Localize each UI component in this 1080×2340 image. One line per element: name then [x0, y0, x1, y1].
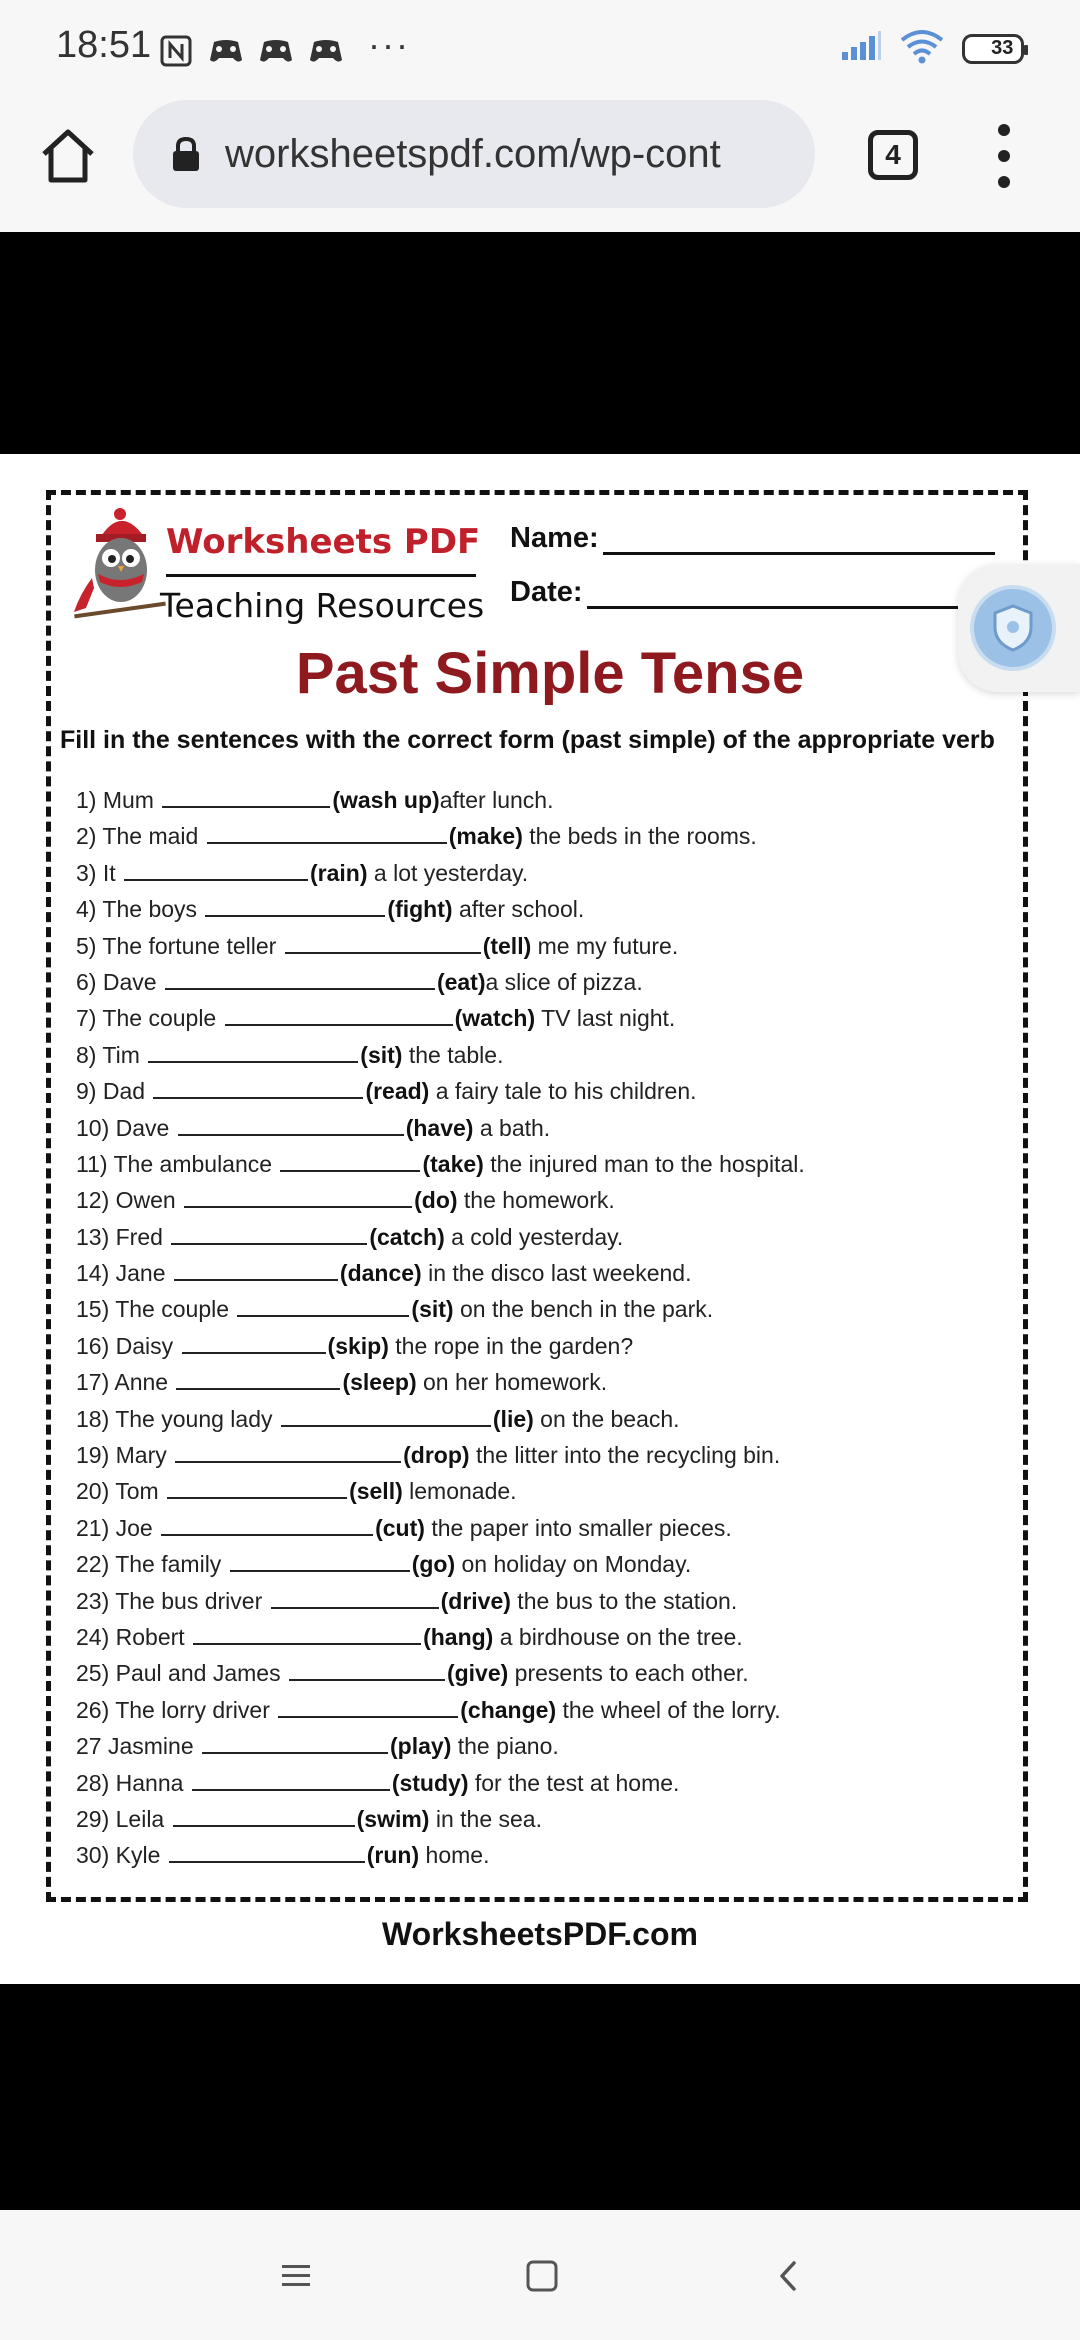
answer-blank	[174, 1261, 338, 1281]
answer-blank	[153, 1079, 363, 1099]
answer-blank	[178, 1116, 404, 1136]
question-subject: 1) Mum	[76, 787, 161, 813]
question-verb: (sit)	[411, 1296, 454, 1323]
question-item	[76, 1619, 1016, 1655]
question-item	[76, 1110, 1016, 1146]
name-label: Name:	[510, 522, 599, 554]
answer-blank	[176, 1370, 340, 1390]
question-subject: 10) Dave	[76, 1114, 176, 1141]
answer-blank	[230, 1552, 410, 1572]
answer-blank	[175, 1443, 401, 1463]
status-time: 18:51	[56, 24, 152, 66]
question-item	[76, 1765, 1016, 1801]
question-subject: 14) Jane	[76, 1260, 172, 1287]
floating-shield-widget[interactable]	[958, 564, 1080, 692]
worksheets-pdf-logo	[70, 508, 490, 658]
name-field	[510, 522, 995, 555]
question-subject: 5) The fortune teller	[76, 932, 283, 959]
question-verb: (swim)	[356, 1805, 430, 1832]
battery-level: 33	[991, 37, 1014, 59]
question-rest: a lot yesterday.	[367, 859, 529, 886]
question-item	[76, 818, 1016, 854]
question-item	[76, 1801, 1016, 1837]
answer-blank	[169, 1843, 365, 1863]
game-controller-icon	[308, 33, 344, 69]
question-subject: 12) Owen	[76, 1187, 183, 1214]
question-verb: (sit)	[360, 1041, 403, 1068]
answer-blank	[192, 1771, 390, 1791]
question-verb: (lie)	[492, 1405, 534, 1432]
answer-blank	[225, 1006, 453, 1026]
status-system-icons	[840, 28, 1024, 69]
question-item	[76, 1510, 1016, 1546]
question-verb: (skip)	[327, 1332, 389, 1359]
question-item	[76, 1473, 1016, 1509]
question-subject: 6) Dave	[76, 968, 163, 995]
question-rest: lemonade.	[402, 1478, 517, 1505]
question-verb: (do)	[414, 1187, 458, 1214]
owl-mascot-icon	[70, 508, 170, 638]
question-subject: 3) It	[76, 859, 123, 886]
logo-subtitle: Teaching Resources	[160, 586, 485, 625]
question-rest: a slice of pizza.	[485, 968, 643, 995]
wifi-icon	[900, 28, 944, 69]
question-item	[76, 1073, 1016, 1109]
question-item	[76, 1401, 1016, 1437]
letterbox-top	[0, 232, 1080, 454]
question-item	[76, 1655, 1016, 1691]
question-item	[76, 1692, 1016, 1728]
shield-icon	[970, 585, 1056, 671]
nfc-icon	[158, 33, 194, 69]
question-item	[76, 928, 1016, 964]
question-verb: (read)	[365, 1078, 430, 1105]
question-rest: me my future.	[531, 932, 679, 959]
answer-blank	[161, 1516, 373, 1536]
answer-blank	[193, 1625, 421, 1645]
answer-blank	[165, 970, 435, 990]
back-icon[interactable]	[758, 2246, 818, 2306]
question-item	[76, 1364, 1016, 1400]
signal-icon	[840, 30, 882, 67]
question-item	[76, 891, 1016, 927]
question-item	[76, 782, 1016, 818]
answer-blank	[167, 1479, 347, 1499]
lock-icon	[171, 136, 201, 172]
answer-blank	[162, 788, 330, 808]
answer-blank	[237, 1297, 409, 1317]
tab-count: 4	[885, 139, 901, 170]
question-item	[76, 1437, 1016, 1473]
question-subject: 19) Mary	[76, 1442, 174, 1469]
logo-divider	[166, 574, 476, 577]
answer-blank	[281, 1407, 491, 1427]
name-line	[603, 527, 995, 555]
question-verb: (wash up)	[332, 787, 440, 813]
question-rest: the table.	[402, 1041, 504, 1068]
question-verb: (rain)	[310, 859, 368, 886]
question-verb: (sleep)	[342, 1369, 417, 1396]
question-subject: 15) The couple	[76, 1296, 236, 1323]
answer-blank	[148, 1043, 358, 1063]
question-subject: 27 Jasmine	[76, 1733, 201, 1760]
question-verb: (fight)	[387, 896, 453, 923]
question-subject: 17) Anne	[76, 1369, 175, 1396]
question-rest: on holiday on Monday.	[455, 1551, 692, 1578]
question-subject: 7) The couple	[76, 1005, 223, 1032]
home-icon	[36, 124, 100, 188]
question-subject: 9) Dad	[76, 1078, 152, 1105]
question-verb: (sell)	[349, 1478, 403, 1505]
question-verb: (eat)	[436, 968, 486, 995]
battery-icon	[962, 34, 1024, 64]
question-item	[76, 1837, 1016, 1873]
question-verb: (study)	[391, 1769, 469, 1796]
answer-blank	[278, 1698, 458, 1718]
question-item	[76, 1146, 1016, 1182]
question-item	[76, 1037, 1016, 1073]
url-text: worksheetspdf.com/wp-cont	[225, 131, 721, 176]
answer-blank	[124, 861, 308, 881]
home-button[interactable]	[36, 124, 100, 188]
answer-blank	[289, 1661, 445, 1681]
question-subject: 29) Leila	[76, 1805, 171, 1832]
question-subject: 22) The family	[76, 1551, 228, 1578]
question-item	[76, 1546, 1016, 1582]
question-verb: (cut)	[375, 1514, 425, 1541]
question-rest: a birdhouse on the tree.	[493, 1623, 743, 1650]
answer-blank	[205, 897, 385, 917]
home-square-icon[interactable]	[512, 2246, 572, 2306]
question-rest: the litter into the recycling bin.	[469, 1442, 781, 1469]
question-rest: on her homework.	[416, 1369, 608, 1396]
answer-blank	[182, 1334, 326, 1354]
question-subject: 2) The maid	[76, 823, 205, 850]
answer-blank	[207, 824, 447, 844]
question-rest: the bus to the station.	[510, 1587, 738, 1614]
date-line	[587, 581, 967, 609]
question-subject: 24) Robert	[76, 1623, 192, 1650]
question-verb: (catch)	[369, 1223, 445, 1250]
question-verb: (hang)	[423, 1623, 494, 1650]
question-verb: (go)	[411, 1551, 456, 1578]
question-subject: 30) Kyle	[76, 1842, 167, 1869]
question-item	[76, 964, 1016, 1000]
question-verb: (drive)	[440, 1587, 511, 1614]
question-item	[76, 1000, 1016, 1036]
question-verb: (have)	[405, 1114, 474, 1141]
game-controller-icon	[208, 33, 244, 69]
worksheet-title: Past Simple Tense	[295, 641, 805, 706]
question-rest: on the bench in the park.	[453, 1296, 714, 1323]
question-rest: on the beach.	[533, 1405, 680, 1432]
logo-title: Worksheets PDF	[166, 522, 481, 562]
question-rest: the wheel of the lorry.	[556, 1696, 781, 1723]
question-subject: 8) Tim	[76, 1041, 147, 1068]
recents-icon[interactable]	[266, 2246, 326, 2306]
answer-blank	[173, 1807, 355, 1827]
question-verb: (take)	[422, 1150, 484, 1177]
question-subject: 18) The young lady	[76, 1405, 279, 1432]
worksheet-instructions: Fill in the sentences with the correct form (past simple) of the appropriate verb	[60, 726, 995, 754]
question-subject: 23) The bus driver	[76, 1587, 269, 1614]
question-verb: (tell)	[482, 932, 532, 959]
status-notification-icons	[158, 24, 410, 72]
question-verb: (play)	[390, 1733, 452, 1760]
question-item	[76, 1182, 1016, 1218]
browser-toolbar	[0, 96, 1080, 232]
more-notifications-indicator: ···	[368, 24, 410, 65]
date-label: Date:	[510, 576, 583, 608]
address-bar[interactable]	[133, 100, 815, 208]
question-rest: in the sea.	[429, 1805, 542, 1832]
question-item	[76, 1255, 1016, 1291]
letterbox-bottom	[0, 1984, 1080, 2210]
date-field	[510, 576, 967, 609]
question-rest: TV last night.	[535, 1005, 676, 1032]
question-item	[76, 1328, 1016, 1364]
more-vertical-icon[interactable]	[992, 124, 1016, 188]
question-rest: in the disco last weekend.	[421, 1260, 692, 1287]
question-verb: (run)	[366, 1842, 420, 1869]
game-controller-icon	[258, 33, 294, 69]
question-subject: 26) The lorry driver	[76, 1696, 277, 1723]
question-verb: (change)	[460, 1696, 557, 1723]
question-list	[76, 782, 1016, 1874]
question-rest: the rope in the garden?	[388, 1332, 634, 1359]
worksheet-image	[0, 454, 1080, 1984]
question-rest: a bath.	[473, 1114, 551, 1141]
answer-blank	[271, 1589, 439, 1609]
answer-blank	[280, 1152, 420, 1172]
answer-blank	[184, 1188, 412, 1208]
question-rest: the homework.	[457, 1187, 615, 1214]
question-verb: (dance)	[339, 1260, 422, 1287]
question-verb: (watch)	[454, 1005, 536, 1032]
question-rest: after school.	[452, 896, 585, 923]
question-item	[76, 1291, 1016, 1327]
answer-blank	[171, 1225, 367, 1245]
question-rest: the injured man to the hospital.	[483, 1150, 805, 1177]
question-rest: a fairy tale to his children.	[429, 1078, 697, 1105]
question-subject: 4) The boys	[76, 896, 204, 923]
question-verb: (make)	[448, 823, 523, 850]
question-subject: 25) Paul and James	[76, 1660, 287, 1687]
question-rest: presents to each other.	[508, 1660, 749, 1687]
question-item	[76, 855, 1016, 891]
question-rest: the piano.	[451, 1733, 559, 1760]
question-rest: for the test at home.	[468, 1769, 680, 1796]
question-item	[76, 1583, 1016, 1619]
question-subject: 20) Tom	[76, 1478, 166, 1505]
question-rest: the beds in the rooms.	[522, 823, 757, 850]
worksheet-footer: WorksheetsPDF.com	[382, 1916, 698, 1952]
question-subject: 28) Hanna	[76, 1769, 190, 1796]
question-rest: the paper into smaller pieces.	[424, 1514, 732, 1541]
answer-blank	[202, 1734, 388, 1754]
question-rest: after lunch.	[439, 787, 554, 813]
question-item	[76, 1728, 1016, 1764]
question-subject: 16) Daisy	[76, 1332, 180, 1359]
question-verb: (give)	[446, 1660, 509, 1687]
question-subject: 13) Fred	[76, 1223, 170, 1250]
question-subject: 21) Joe	[76, 1514, 160, 1541]
tabs-button[interactable]	[868, 130, 918, 180]
question-rest: home.	[419, 1842, 490, 1869]
answer-blank	[285, 934, 481, 954]
status-bar	[0, 0, 1080, 96]
system-nav-bar	[0, 2210, 1080, 2340]
question-verb: (drop)	[403, 1442, 470, 1469]
question-subject: 11) The ambulance	[76, 1150, 279, 1177]
question-rest: a cold yesterday.	[444, 1223, 624, 1250]
question-item	[76, 1219, 1016, 1255]
